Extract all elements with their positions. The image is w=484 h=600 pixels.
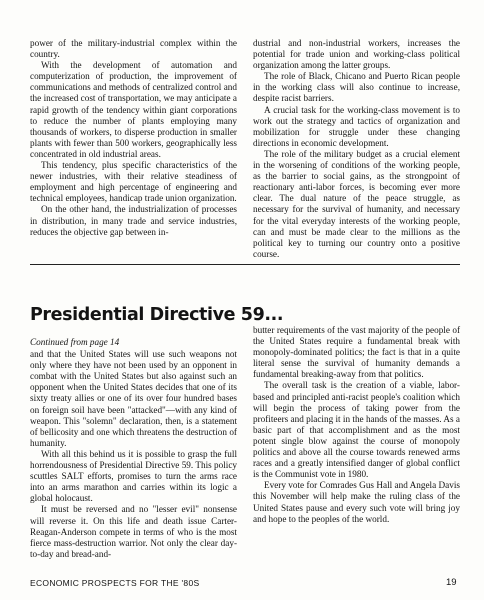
- paragraph: dustrial and non-industrial workers, increases the potential for trade union and working-class political organization among the latter groups.: [253, 38, 460, 71]
- paragraph: It must be reversed and no "lesser evil" nonsense will reverse it. On this life and death issue Carter-Reagan-Anderson compete in terms of who is the most fierce mass-destruction warrior. Not only the clear day-to-day and bread-and-: [30, 504, 237, 559]
- continued-note: Continued from page 14: [30, 337, 120, 347]
- top-article-right-column: [253, 38, 460, 260]
- paragraph: The role of the military budget as a crucial element in the worsening of conditions of the working people, as the barrier to social gains, as the strongpoint of reactionary anti-labor forces, is becoming ever more clear. The dual nature of the peace struggle, as necessary for the survival of humanity, and necessary for the vital everyday interests of the working people, can and must be made clear to the millions as the political key to turning our country onto a positive course.: [253, 148, 460, 259]
- bottom-article-right-column: [253, 325, 460, 525]
- section-divider: [30, 264, 460, 265]
- paragraph: The overall task is the creation of a viable, labor-based and principled anti-racist people's coalition which will begin the process of taking power from the profiteers and placing it in the hands of the masses. As a basic part of that accomplishment and as the most potent single blow against the course of monopoly politics and above all the course towards renewed arms races and a greatly intensified danger of global conflict is the Communist vote in 1980.: [253, 380, 460, 480]
- paragraph: With all this behind us it is possible to grasp the full horrendousness of Presidential Directive 59. This policy scuttles SALT efforts, promises to turn the arms race into an arms marathon and carries within its logic a global holocaust.: [30, 448, 237, 504]
- top-article-left-column: [30, 38, 237, 238]
- paragraph: The role of Black, Chicano and Puerto Rican people in the working class will also continue to increase, despite racist barriers.: [253, 71, 460, 104]
- page-number: 19: [446, 577, 457, 588]
- paragraph: power of the military-industrial complex within the country.: [30, 38, 237, 60]
- paragraph: On the other hand, the industrialization of processes in distribution, in many trade and service industries, reduces the objective gap between in-: [30, 204, 237, 237]
- paragraph: A crucial task for the working-class movement is to work out the strategy and tactics of organization and mobilization for struggle under these changing directions in economic development.: [253, 104, 460, 148]
- paragraph: Every vote for Comrades Gus Hall and Angela Davis this November will help make the ruling class of the United States pause and every such vote will bring joy and hope to the peoples of the world.: [253, 480, 460, 524]
- footer-publication-title: ECONOMIC PROSPECTS FOR THE '80S: [30, 578, 200, 588]
- paragraph: and that the United States will use such weapons not only where they have not been used by an opponent in combat with the United States but also against such an opponent when the United States decides that one of its sixty treaty allies or one of its over four hundred bases on foreign soil have been "attacked"—with any kind of weapon. This "solemn" declaration, then, is a statement of bellicosity and one which threatens the destruction of humanity.: [30, 349, 237, 448]
- paragraph: butter requirements of the vast majority of the people of the United States require a fundamental break with monopoly-dominated politics; the fact is that in a quite literal sense the survival of humanity demands a fundamental breaking-away from that politics.: [253, 325, 460, 380]
- bottom-article-left-column: [30, 337, 237, 560]
- article-headline: Presidential Directive 59...: [30, 305, 284, 325]
- paragraph: This tendency, plus specific characteristics of the newer industries, with their relative steadiness of employment and high percentage of engineering and technical employees, handicap trade union organization.: [30, 160, 237, 204]
- paragraph: With the development of automation and computerization of production, the improvement of communications and methods of centralized control and the increased cost of transportation, we may anticipate a rapid growth of the tendency within giant corporations to reduce the number of plants employing many thousands of workers, to disperse production in smaller plants with fewer than 500 workers, geographically less concentrated in old industrial areas.: [30, 60, 237, 159]
